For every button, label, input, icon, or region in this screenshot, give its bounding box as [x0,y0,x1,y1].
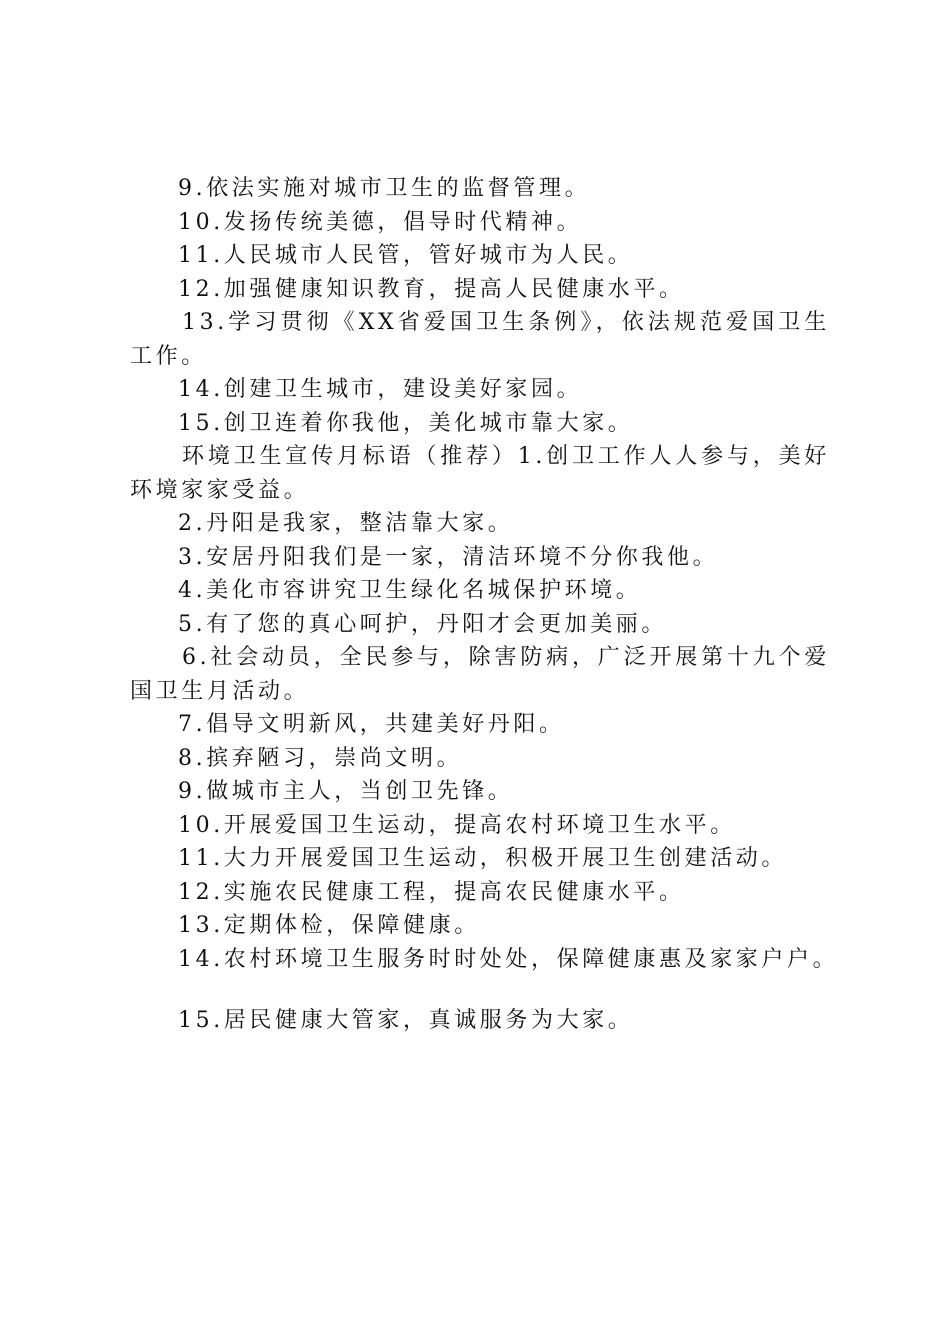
paragraph-gap [130,976,830,1004]
slogan-line: 10.发扬传统美德，倡导时代精神。 [178,209,583,235]
slogan-line: 14.创建卫生城市，建设美好家园。 [178,377,583,402]
slogan-line: 11.人民城市人民管，管好城市为人民。 [178,243,634,268]
slogan-line: 7.倡导文明新风，共建美好丹阳。 [178,712,565,737]
slogan-paragraph: 13.学习贯彻《XX省爱国卫生条例》，依法规范爱国卫生工作。 [130,310,830,369]
slogan-line: 12.加强健康知识教育，提高人民健康水平。 [178,276,685,302]
section-heading-paragraph: 环境卫生宣传月标语（推荐）1.创卫工作人人参与，美好环境家家受益。 [130,444,830,503]
slogan-line: 4.美化市容讲究卫生绿化名城保护环境。 [178,578,642,603]
slogan-line: 15.居民健康大管家，真诚服务为大家。 [178,1008,634,1033]
slogan-line: 8.摈弃陋习，崇尚文明。 [178,745,463,771]
slogan-line: 15.创卫连着你我他，美化城市靠大家。 [178,410,634,436]
slogan-line: 2.丹阳是我家，整洁靠大家。 [178,511,514,536]
slogan-line: 14.农村环境卫生服务时时处处，保障健康惠及家家户户。 [178,946,839,972]
slogan-line: 13.定期体检，保障健康。 [178,913,480,938]
slogan-line: 5.有了您的真心呵护，丹阳才会更加美丽。 [178,611,667,637]
document-body [130,172,839,1038]
slogan-line: 9.依法实施对城市卫生的监督管理。 [178,176,591,201]
slogan-line: 9.做城市主人，当创卫先锋。 [178,779,514,804]
slogan-line: 11.大力开展爱国卫生运动，积极开展卫生创建活动。 [178,846,787,871]
slogan-paragraph: 6.社会动员，全民参与，除害防病，广泛开展第十九个爱国卫生月活动。 [130,645,830,704]
slogan-line: 10.开展爱国卫生运动，提高农村环境卫生水平。 [178,812,736,838]
slogan-line: 3.安居丹阳我们是一家，清洁环境不分你我他。 [178,544,719,570]
slogan-line: 12.实施农民健康工程，提高农民健康水平。 [178,879,685,905]
